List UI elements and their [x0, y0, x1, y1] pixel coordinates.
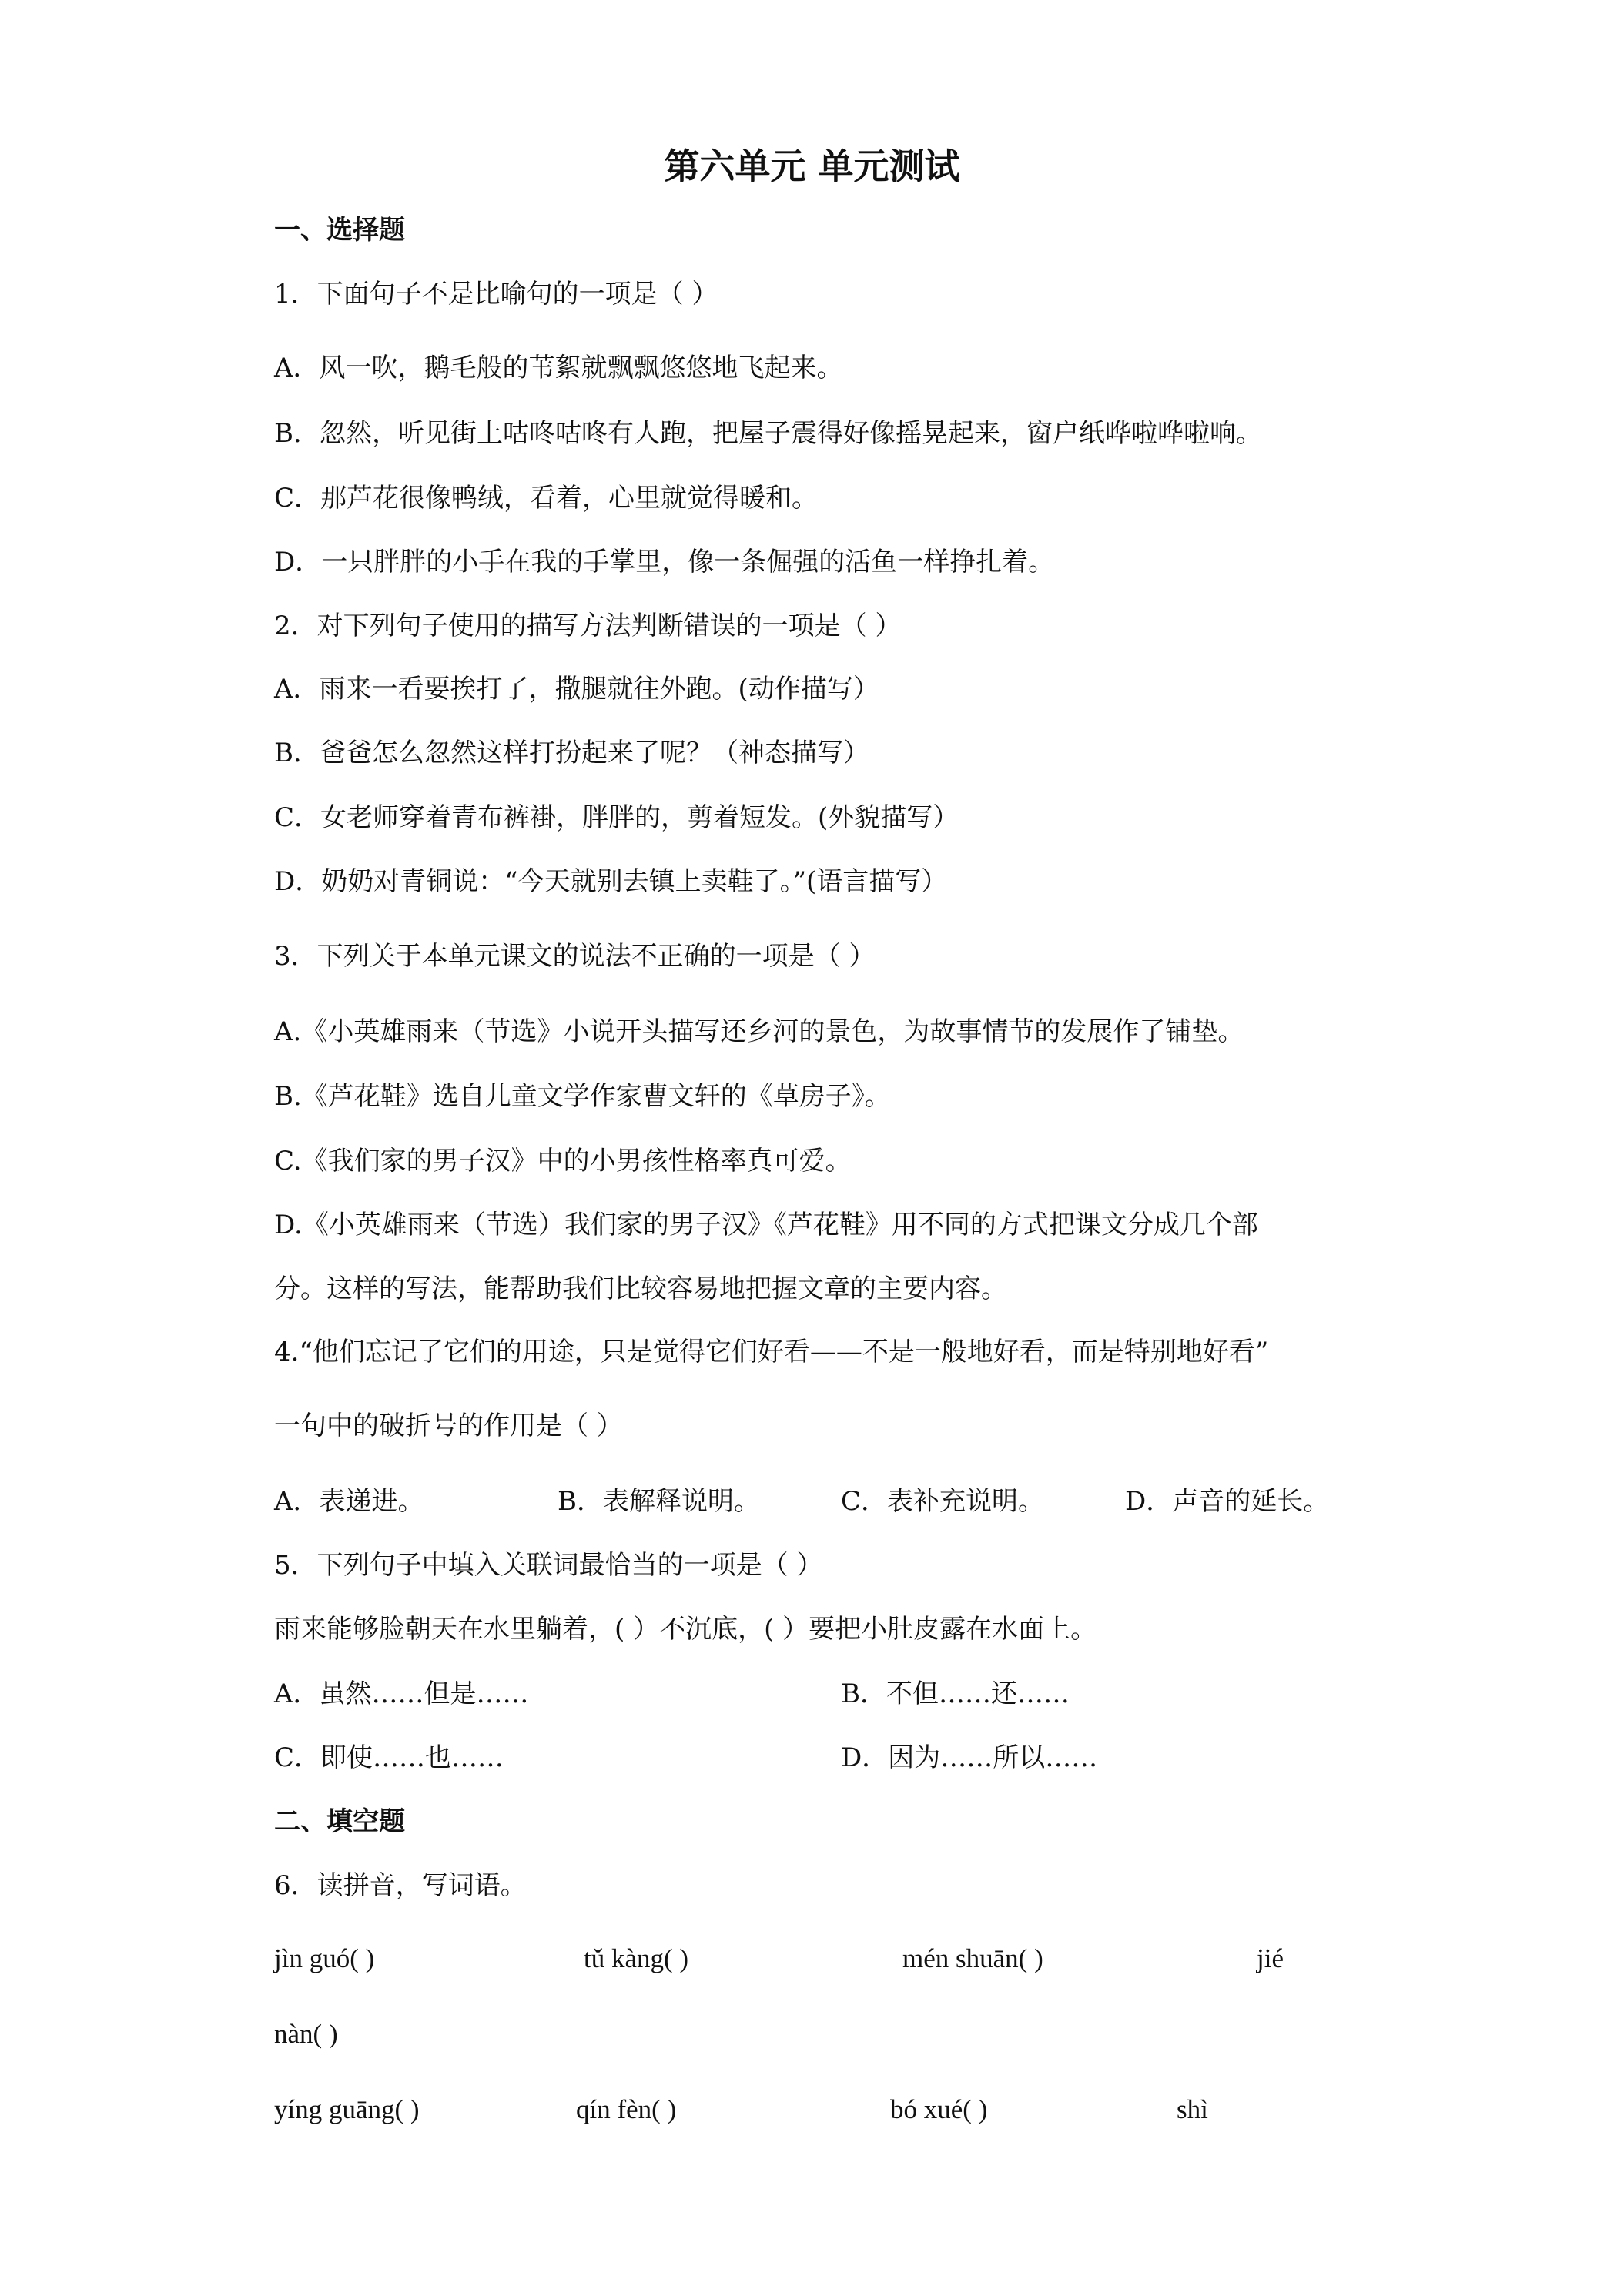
q3-option-d-line2: 分。这样的写法，能帮助我们比较容易地把握文章的主要内容。 — [274, 1274, 1007, 1304]
pinyin-item: tǔ kàng( ) — [584, 1943, 689, 1973]
q1-option-d: D．一只胖胖的小手在我的手掌里，像一条倔强的活鱼一样挣扎着。 — [274, 547, 1055, 577]
q3-stem: 3．下列关于本单元课文的说法不正确的一项是（ ） — [274, 941, 876, 972]
q5-option-b: B．不但……还…… — [841, 1678, 1070, 1709]
q4-option-d: D．声音的延长。 — [1125, 1486, 1330, 1517]
q2-option-c: C．女老师穿着青布裤褂，胖胖的，剪着短发。(外貌描写） — [274, 802, 959, 833]
q2-option-b: B．爸爸怎么忽然这样打扮起来了呢？（神态描写） — [274, 738, 869, 768]
pinyin-item: bó xué( ) — [890, 2094, 988, 2124]
section-heading-fill: 二、填空题 — [274, 1806, 405, 1837]
q4-stem-line1: 4.“他们忘记了它们的用途，只是觉得它们好看——不是一般地好看，而是特别地好看” — [274, 1337, 1269, 1367]
q2-stem: 2．对下列句子使用的描写方法判断错误的一项是（ ） — [274, 611, 902, 641]
q5-stem: 5．下列句子中填入关联词最恰当的一项是（ ） — [274, 1550, 823, 1581]
q3-option-c: C.《我们家的男子汉》中的小男孩性格率真可爱。 — [274, 1146, 852, 1176]
page-title: 第六单元 单元测试 — [664, 146, 960, 187]
q3-option-b: B.《芦花鞋》选自儿童文学作家曹文轩的《草房子》。 — [274, 1081, 891, 1112]
q1-option-b: B．忽然，听见街上咕咚咕咚有人跑，把屋子震得好像摇晃起来，窗户纸哗啦哗啦响。 — [274, 418, 1262, 449]
pinyin-item: shì — [1177, 2094, 1208, 2124]
q1-option-c: C．那芦花很像鸭绒，看着，心里就觉得暖和。 — [274, 483, 819, 514]
q1-option-a: A．风一吹，鹅毛般的苇絮就飘飘悠悠地飞起来。 — [274, 353, 843, 383]
q4-stem-line2: 一句中的破折号的作用是（ ） — [274, 1411, 623, 1441]
q2-option-d: D．奶奶对青铜说：“今天就别去镇上卖鞋了。”(语言描写） — [274, 866, 948, 897]
q4-option-b: B．表解释说明。 — [558, 1486, 760, 1517]
section-heading-choice: 一、选择题 — [274, 215, 405, 246]
pinyin-item: mén shuān( ) — [902, 1943, 1043, 1973]
q3-option-d-line1: D.《小英雄雨来（节选）我们家的男子汉》《芦花鞋》用不同的方式把课文分成几个部 — [274, 1210, 1258, 1240]
q4-option-a: A．表递进。 — [274, 1486, 424, 1517]
q5-option-d: D．因为……所以…… — [841, 1742, 1098, 1773]
q6-stem: 6．读拼音，写词语。 — [274, 1870, 527, 1901]
q5-option-a: A．虽然……但是…… — [274, 1678, 529, 1709]
pinyin-item: yíng guāng( ) — [274, 2094, 420, 2124]
pinyin-item: qín fèn( ) — [576, 2094, 677, 2124]
pinyin-item: jié — [1257, 1943, 1284, 1973]
q3-option-a: A.《小英雄雨来（节选》小说开头描写还乡河的景色，为故事情节的发展作了铺垫。 — [274, 1016, 1244, 1047]
q4-option-c: C．表补充说明。 — [841, 1486, 1045, 1517]
q2-option-a: A．雨来一看要挨打了，撒腿就往外跑。(动作描写） — [274, 674, 879, 705]
q5-sentence: 雨来能够脸朝天在水里躺着，( ）不沉底，( ）要把小肚皮露在水面上。 — [274, 1614, 1097, 1645]
pinyin-item: jìn guó( ) — [274, 1943, 375, 1973]
pinyin-item: nàn( ) — [274, 2019, 338, 2049]
q1-stem: 1．下面句子不是比喻句的一项是（ ） — [274, 279, 718, 310]
q5-option-c: C．即使……也…… — [274, 1742, 504, 1773]
